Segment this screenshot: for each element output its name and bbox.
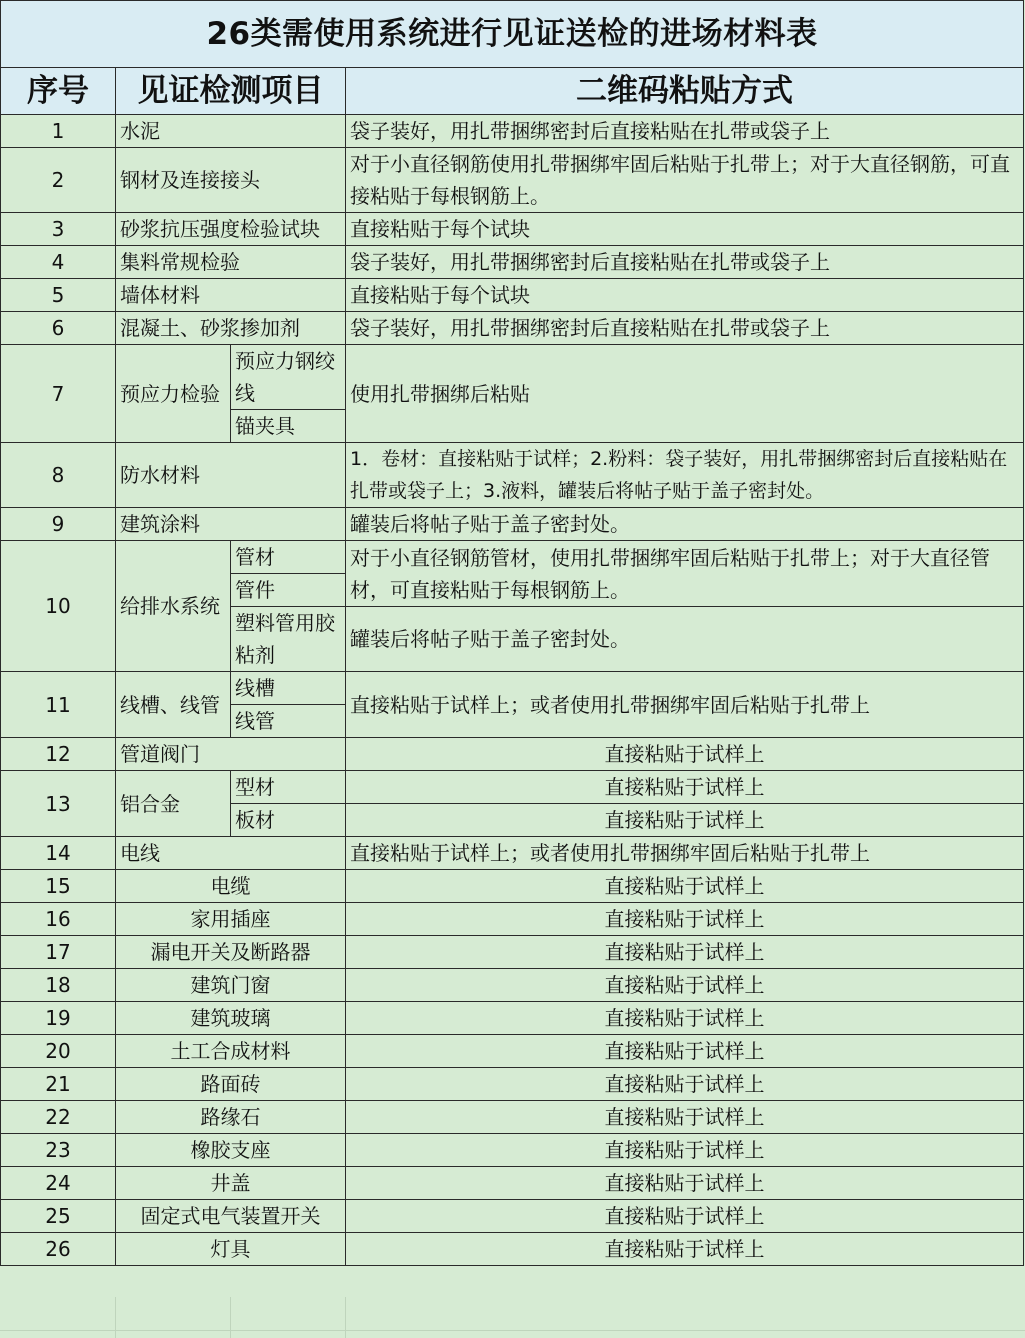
cell-item[interactable]: 建筑涂料: [116, 508, 346, 541]
cell-method[interactable]: 袋子装好，用扎带捆绑密封后直接粘贴在扎带或袋子上: [346, 115, 1024, 148]
gridline: [115, 1297, 116, 1338]
table-row: [1, 1068, 1024, 1101]
cell-item[interactable]: 管道阀门: [116, 738, 346, 771]
cell-subitem[interactable]: 型材: [231, 771, 346, 804]
cell-item[interactable]: 电线: [116, 837, 346, 870]
table-row: [1, 1002, 1024, 1035]
cell-item[interactable]: 混凝土、砂浆掺加剂: [116, 312, 346, 345]
cell-item[interactable]: 砂浆抗压强度检验试块: [116, 213, 346, 246]
cell-method[interactable]: 直接粘贴于试样上: [346, 804, 1024, 837]
cell-method[interactable]: 对于小直径钢筋管材，使用扎带捆绑牢固后粘贴于扎带上；对于大直径管材，可直接粘贴于每根钢筋上。: [346, 541, 1024, 607]
cell-item[interactable]: 固定式电气装置开关: [116, 1200, 346, 1233]
gridline: [0, 1330, 1025, 1331]
cell-item[interactable]: 水泥: [116, 115, 346, 148]
table-row: [1, 443, 1024, 508]
cell-no[interactable]: 14: [1, 837, 116, 870]
gridline: [345, 1297, 346, 1338]
table-row: [1, 279, 1024, 312]
cell-no[interactable]: 12: [1, 738, 116, 771]
cell-method[interactable]: 罐装后将帖子贴于盖子密封处。: [346, 508, 1024, 541]
cell-method[interactable]: 罐装后将帖子贴于盖子密封处。: [346, 607, 1024, 672]
cell-no[interactable]: 15: [1, 870, 116, 903]
cell-no[interactable]: 23: [1, 1134, 116, 1167]
cell-method[interactable]: 直接粘贴于试样上: [346, 1134, 1024, 1167]
header-item[interactable]: 见证检测项目: [116, 68, 346, 115]
table-row: [1, 312, 1024, 345]
cell-item[interactable]: 墙体材料: [116, 279, 346, 312]
cell-method[interactable]: 直接粘贴于每个试块: [346, 279, 1024, 312]
cell-method[interactable]: 直接粘贴于试样上: [346, 969, 1024, 1002]
table-row: [1, 115, 1024, 148]
cell-item[interactable]: 给排水系统: [116, 541, 231, 672]
cell-item[interactable]: 路面砖: [116, 1068, 346, 1101]
cell-no[interactable]: 17: [1, 936, 116, 969]
cell-no[interactable]: 8: [1, 443, 116, 508]
cell-no[interactable]: 19: [1, 1002, 116, 1035]
cell-item[interactable]: 预应力检验: [116, 345, 231, 443]
cell-method[interactable]: 1．卷材：直接粘贴于试样；2.粉料：袋子装好，用扎带捆绑密封后直接粘贴在扎带或袋子上；3.液料，罐装后将帖子贴于盖子密封处。: [346, 443, 1024, 508]
cell-item[interactable]: 防水材料: [116, 443, 346, 508]
cell-no[interactable]: 16: [1, 903, 116, 936]
cell-no[interactable]: 18: [1, 969, 116, 1002]
cell-item[interactable]: 井盖: [116, 1167, 346, 1200]
cell-method[interactable]: 直接粘贴于每个试块: [346, 213, 1024, 246]
table-row: [1, 246, 1024, 279]
cell-item[interactable]: 橡胶支座: [116, 1134, 346, 1167]
cell-no[interactable]: 20: [1, 1035, 116, 1068]
table-row: [1, 837, 1024, 870]
table-row: [1, 870, 1024, 903]
table-row: [1, 1167, 1024, 1200]
cell-no[interactable]: 4: [1, 246, 116, 279]
cell-method[interactable]: 直接粘贴于试样上: [346, 771, 1024, 804]
cell-method[interactable]: 直接粘贴于试样上: [346, 1101, 1024, 1134]
cell-subitem[interactable]: 线管: [231, 705, 346, 738]
cell-item[interactable]: 建筑玻璃: [116, 1002, 346, 1035]
cell-item[interactable]: 电缆: [116, 870, 346, 903]
cell-no[interactable]: 7: [1, 345, 116, 443]
cell-method[interactable]: 直接粘贴于试样上: [346, 1035, 1024, 1068]
table-row: [1, 213, 1024, 246]
cell-method[interactable]: 直接粘贴于试样上: [346, 1200, 1024, 1233]
cell-item[interactable]: 建筑门窗: [116, 969, 346, 1002]
cell-no[interactable]: 22: [1, 1101, 116, 1134]
cell-method[interactable]: 直接粘贴于试样上: [346, 870, 1024, 903]
cell-item[interactable]: 线槽、线管: [116, 672, 231, 738]
table-row: [1, 1233, 1024, 1266]
cell-subitem[interactable]: 管材: [231, 541, 346, 574]
cell-no[interactable]: 26: [1, 1233, 116, 1266]
cell-subitem[interactable]: 锚夹具: [231, 410, 346, 443]
cell-no[interactable]: 9: [1, 508, 116, 541]
table-row: [1, 1035, 1024, 1068]
cell-item[interactable]: 集料常规检验: [116, 246, 346, 279]
table-title[interactable]: 26类需使用系统进行见证送检的进场材料表: [1, 1, 1024, 68]
cell-subitem[interactable]: 板材: [231, 804, 346, 837]
cell-method[interactable]: 袋子装好，用扎带捆绑密封后直接粘贴在扎带或袋子上: [346, 246, 1024, 279]
cell-item[interactable]: 铝合金: [116, 771, 231, 837]
cell-subitem[interactable]: 线槽: [231, 672, 346, 705]
cell-method[interactable]: 直接粘贴于试样上: [346, 1068, 1024, 1101]
table-row: [1, 541, 1024, 574]
cell-item[interactable]: 家用插座: [116, 903, 346, 936]
empty-sheet-area[interactable]: [0, 1297, 1025, 1338]
cell-no[interactable]: 5: [1, 279, 116, 312]
cell-method[interactable]: 直接粘贴于试样上: [346, 1002, 1024, 1035]
table-row: [1, 903, 1024, 936]
table-row: [1, 1134, 1024, 1167]
cell-method[interactable]: 使用扎带捆绑后粘贴: [346, 345, 1024, 443]
cell-subitem[interactable]: 管件: [231, 574, 346, 607]
cell-item[interactable]: 钢材及连接接头: [116, 148, 346, 213]
cell-no[interactable]: 25: [1, 1200, 116, 1233]
cell-subitem[interactable]: 塑料管用胶粘剂: [231, 607, 346, 672]
table-row: [1, 1101, 1024, 1134]
cell-subitem[interactable]: 预应力钢绞线: [231, 345, 346, 410]
cell-method[interactable]: 直接粘贴于试样上: [346, 936, 1024, 969]
cell-method[interactable]: 直接粘贴于试样上；或者使用扎带捆绑牢固后粘贴于扎带上: [346, 672, 1024, 738]
cell-no[interactable]: 10: [1, 541, 116, 672]
table-row: [1, 936, 1024, 969]
cell-item[interactable]: 路缘石: [116, 1101, 346, 1134]
cell-method[interactable]: 对于小直径钢筋使用扎带捆绑牢固后粘贴于扎带上；对于大直径钢筋，可直接粘贴于每根钢筋上。: [346, 148, 1024, 213]
table-row: [1, 969, 1024, 1002]
cell-no[interactable]: 21: [1, 1068, 116, 1101]
table-row: [1, 771, 1024, 804]
table-row: [1, 345, 1024, 410]
cell-item[interactable]: 土工合成材料: [116, 1035, 346, 1068]
cell-item[interactable]: 灯具: [116, 1233, 346, 1266]
cell-no[interactable]: 13: [1, 771, 116, 837]
cell-no[interactable]: 11: [1, 672, 116, 738]
cell-item[interactable]: 漏电开关及断路器: [116, 936, 346, 969]
cell-method[interactable]: 直接粘贴于试样上；或者使用扎带捆绑牢固后粘贴于扎带上: [346, 837, 1024, 870]
cell-no[interactable]: 3: [1, 213, 116, 246]
cell-method[interactable]: 直接粘贴于试样上: [346, 1233, 1024, 1266]
table-row: [1, 672, 1024, 705]
table-row: [1, 508, 1024, 541]
cell-method[interactable]: 直接粘贴于试样上: [346, 1167, 1024, 1200]
cell-method[interactable]: 袋子装好，用扎带捆绑密封后直接粘贴在扎带或袋子上: [346, 312, 1024, 345]
cell-no[interactable]: 1: [1, 115, 116, 148]
header-method[interactable]: 二维码粘贴方式: [346, 68, 1024, 115]
table-row: [1, 1200, 1024, 1233]
gridline: [230, 1297, 231, 1338]
cell-method[interactable]: 直接粘贴于试样上: [346, 903, 1024, 936]
table-row: [1, 738, 1024, 771]
cell-no[interactable]: 2: [1, 148, 116, 213]
cell-no[interactable]: 6: [1, 312, 116, 345]
cell-method[interactable]: 直接粘贴于试样上: [346, 738, 1024, 771]
header-no[interactable]: 序号: [1, 68, 116, 115]
cell-no[interactable]: 24: [1, 1167, 116, 1200]
table-row: [1, 148, 1024, 213]
